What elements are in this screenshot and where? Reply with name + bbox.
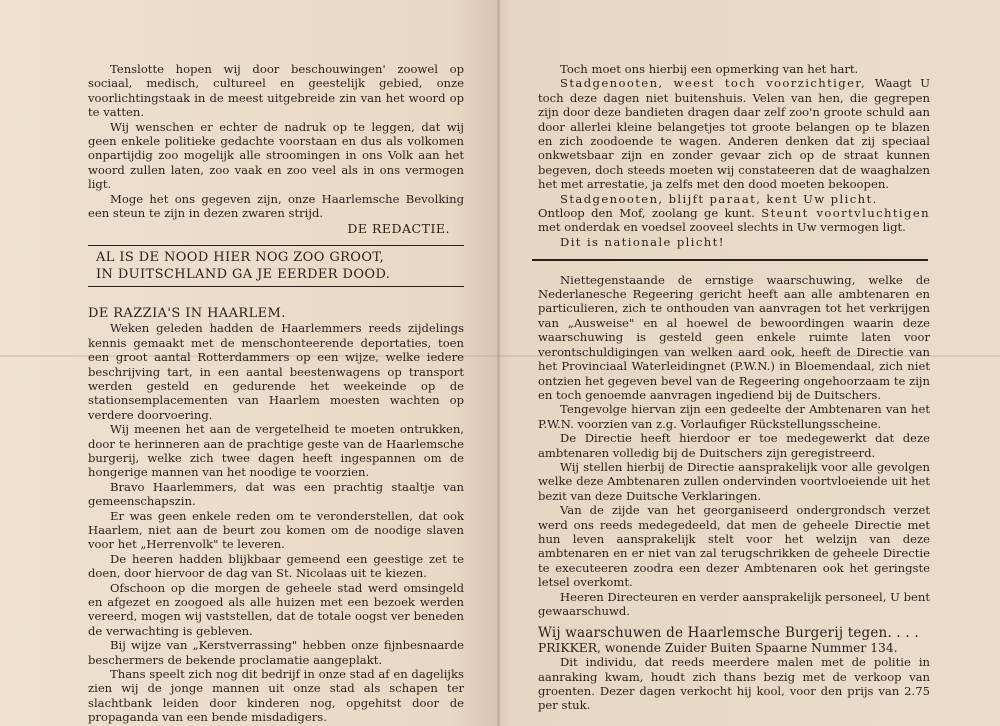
slogan-line: IN DUITSCHLAND GA JE EERDER DOOD.	[96, 266, 391, 282]
pwn-paragraph: Tengevolge hiervan zijn een gedeelte der Ambtenaren van het P.W.N. voorzien van z.g. Vorlaufiger Rückstellungsscheine.	[538, 402, 930, 431]
paragraph-text: Ontloop den Mof, zoolang ge kunt.	[538, 206, 762, 221]
page-fold-vertical	[497, 0, 500, 726]
article-paragraph: De heeren hadden blijkbaar gemeend een geestige zet te doen, door hiervoor de dag van St. Nicolaas uit te kiezen.	[88, 551, 464, 581]
pwn-paragraph: Wij stellen hierbij de Directie aansprakelijk voor alle gevolgen welke deze Ambtenaren zullen ondervinden voortvloeiende uit het bezit van deze Duitsche Verklaringen.	[538, 459, 930, 503]
spaced-phrase: Steunt voortvluchtigen	[761, 206, 930, 221]
article-paragraph: Weken geleden hadden de Haarlemmers reeds zijdelings kennis gemaakt met de menschonteerende deportaties, toen een groot aantal Rotterdammers op een wijze, welke iedere beschrijving tart, in een aantal beestenwagens op transport werden gesteld en gedurende het weekeinde op de stationsemplacementen van Haarlem moesten wachten op verdere doorvoering.	[88, 321, 464, 422]
warning-heading: Wij waarschuwen de Haarlemsche Burgerij tegen. . . .	[538, 625, 919, 642]
signature: DE REDACTIE.	[347, 221, 450, 237]
slogan-box	[88, 245, 464, 287]
article-title: DE RAZZIA'S IN HAARLEM.	[88, 305, 286, 321]
article-paragraph: Thans speelt zich nog dit bedrijf in onze stad af en dagelijks zien wij de jonge mannen uit onze stad als schapen ter slachtbank leiden door kinderen nog, opgehitst door de propaganda van een bende misdadigers.	[88, 667, 464, 725]
left-page	[88, 62, 464, 725]
intro-paragraph: Moge het ons gegeven zijn, onze Haarlemsche Bevolking een steun te zijn in dezen zwaren strijd.	[88, 191, 464, 221]
section-divider	[532, 259, 928, 260]
right-paragraph	[538, 206, 930, 235]
intro-paragraph: Wij wenschen er echter de nadruk op te leggen, dat wij geen enkele politieke gedachte voorstaan en dus als volkomen onpartijdig zoo mogelijk alle stroomingen in ons Volk aan het woord zullen laten, zoo vaak en zoo veel als in ons vermogen ligt.	[88, 119, 464, 192]
pwn-paragraph: De Directie heeft hierdoor er toe medegewerkt dat deze ambtenaren volledig bij de Duitschers zijn geregistreerd.	[538, 431, 930, 460]
paragraph-text: met onderdak en voedsel zooveel slechts in Uw vermogen ligt.	[538, 220, 906, 235]
pwn-paragraph: Heeren Directeuren en verder aansprakelijk personeel, U bent gewaarschuwd.	[538, 589, 930, 619]
right-paragraph: Stadgenooten, blijft paraat, kent Uw plicht.	[560, 191, 878, 206]
right-paragraph: Dit is nationale plicht!	[560, 234, 725, 249]
slogan-line: AL IS DE NOOD HIER NOG ZOO GROOT,	[96, 249, 385, 265]
article-paragraph: Bij wijze van „Kerstverrassing" hebben onze fijnbesnaarde beschermers de bekende proclamatie aangeplakt.	[88, 638, 464, 667]
right-page	[538, 62, 930, 713]
warning-text: Dit individu, dat reeds meerdere malen met de politie in aanraking kwam, houdt zich thans bezig met de verkoop van groenten. Dezer dagen verkocht hij kool, voor den prijs van 2.75 per stuk.	[538, 655, 930, 713]
intro-paragraph: Tenslotte hopen wij door beschouwingen' zoowel op sociaal, medisch, cultureel en geestelijk gebied, onze voorlichtingstaak in de meest uitgebreide zin van het woord op te vatten.	[88, 62, 464, 120]
pwn-paragraph: Niettegenstaande de ernstige waarschuwing, welke de Nederlanesche Regeering gericht heeft aan alle ambtenaren en particulieren, zich te onthouden van aanvragen tot het verkrijgen van „Ausweise" en al hoewel de bewoordingen waarin deze waarschuwing is gesteld geen enkele ruimte laten voor verontschuldigingen van welken aard ook, heeft de Directie van het Provinciaal Waterleidingnet (P.W.N.) in Bloemendaal, zich niet ontzien het gegeven bevel van de Regeering ongehoorzaam te zijn en toch genoemde aanvragen ingediend bij de Duitschers.	[538, 272, 930, 402]
article-paragraph: Ofschoon op die morgen de geheele stad werd omsingeld en afgezet en zoogoed als alle huizen met een bezoek werden vereerd, mogen wij vaststellen, dat de totale oogst ver beneden de verwachting is gebleven.	[88, 580, 464, 638]
right-paragraph	[538, 76, 930, 191]
article-paragraph: Er was geen enkele reden om te veronderstellen, dat ook Haarlem, niet aan de beurt zou komen om de noodige slaven voor het „Herrenvolk" te leveren.	[88, 508, 464, 552]
article-paragraph: Wij meenen het aan de vergetelheid te moeten ontrukken, door te herinneren aan de prachtige geste van de Haarlemsche burgerij, welke zich twee dagen heeft ingespannen om de hongerige mannen van het noodige te voorzien.	[88, 422, 464, 480]
article-paragraph: Bravo Haarlemmers, dat was een prachtig staaltje van gemeenschapszin.	[88, 479, 464, 509]
spaced-phrase: Stadgenooten, weest toch voorzichtiger,	[560, 76, 867, 91]
pwn-paragraph: Van de zijde van het georganiseerd ondergrondsch verzet werd ons reeds medegedeeld, dat men de geheele Directie met hun leven aansprakelijk stelt voor het welzijn van deze ambtenaren en er niet van zal terugschrikken de geheele Directie te executeeren zoodra een dezer Ambtenaren ook het geringste letsel overkomt.	[538, 503, 930, 590]
warning-name: PRIKKER, wonende Zuider Buiten Spaarne Nummer 134.	[538, 640, 898, 655]
paragraph-text: Waagt U toch deze dagen niet buitenshuis. Velen van hen, die gegrepen zijn door deze bandieten dragen daar zelf zoo'n groote schuld aan door allerlei kleine belangetjes tot groote belangen op te blazen en zich zoodoende te wagen. Anderen denken dat zij speciaal onkwetsbaar zijn en zonder gevaar zich op de straat kunnen begeven, doch steeds moeten wij constateeren dat de waaghalzen het met arrestatie, ja zelfs met den dood moeten bekoopen.	[538, 76, 930, 192]
right-paragraph: Toch moet ons hierbij een opmerking van het hart.	[560, 62, 859, 76]
